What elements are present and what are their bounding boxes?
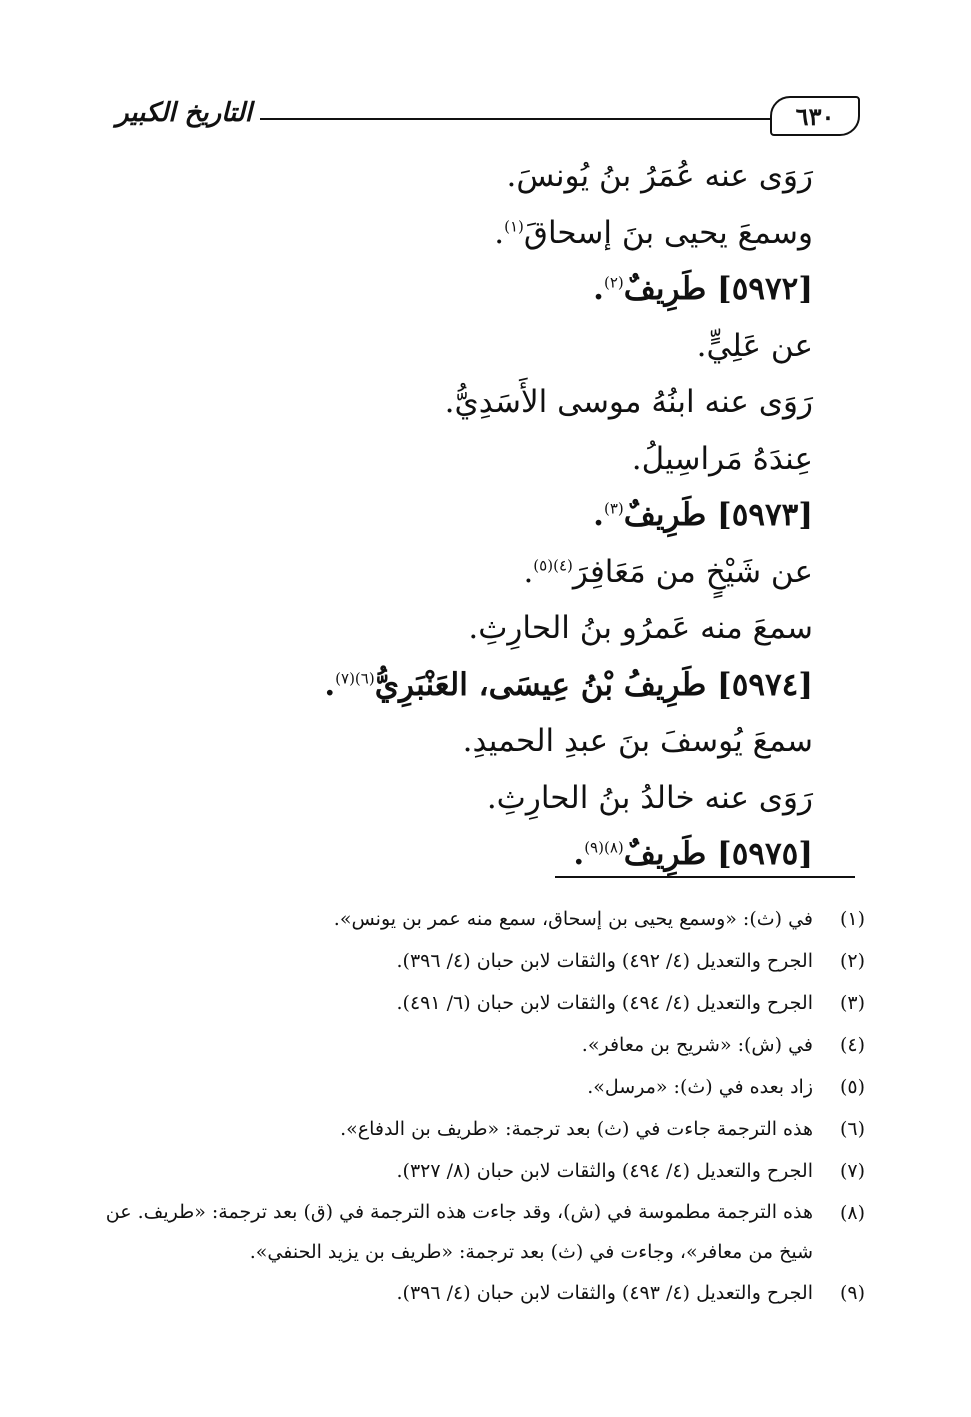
footnote-number: (٨) (839, 1202, 865, 1224)
footnote (105, 1108, 865, 1150)
text-line: عِندَهُ مَراسِيلُ. (631, 440, 813, 477)
main-text (253, 148, 813, 883)
page-header (110, 96, 860, 140)
footnote (105, 1272, 865, 1314)
footnote-number: (٤) (839, 1034, 865, 1056)
footnote-number: (٢) (839, 950, 865, 972)
footnote-text: الجرح والتعديل (٤/ ٤٩٣) والثقات لابن حبان (٤/ ٣٩٦). (396, 1282, 813, 1304)
footnote-text: زاد بعده في (ث): «مرسل». (587, 1076, 813, 1098)
footnote-number: (٣) (839, 992, 865, 1014)
footnote (105, 898, 865, 940)
entry-heading: [٥٩٧٤] طَرِيفُ بْنُ عِيسَى، العَنْبَرِيُّ$^{(٦)(٧)}$. (324, 666, 813, 703)
footnote-ref: (١) (504, 217, 524, 236)
text-line: رَوَى عنه ابنُهُ موسى الأَسَدِيُّ. (444, 384, 813, 420)
footnote-ref: (٤)(٥) (533, 556, 573, 575)
text-line: رَوَى عنه خالدُ بنُ الحارِثِ. (486, 779, 813, 816)
footnote-text: هذه الترجمة جاءت في (ث) بعد ترجمة: «طريف بن الدفاع». (340, 1118, 813, 1140)
text-line: وسمعَ يحيى بنَ إسحاقَ$^{(١)}$. (494, 214, 813, 251)
page-number: ٦٣٠ (770, 96, 860, 136)
text-line: سمعَ يُوسفَ بنَ عبدِ الحميدِ. (462, 723, 813, 759)
footnote-number: (٩) (839, 1282, 865, 1304)
footnote-text: الجرح والتعديل (٤/ ٤٩٢) والثقات لابن حبان (٤/ ٣٩٦). (396, 950, 813, 972)
footnote-text: الجرح والتعديل (٤/ ٤٩٤) والثقات لابن حبان (٦/ ٤٩١). (396, 992, 813, 1014)
footnote-ref: (٨)(٩) (584, 838, 624, 857)
footnote-ref: (٣) (603, 499, 624, 518)
footnote-number: (٦) (839, 1118, 865, 1140)
footnote-number: (١) (839, 908, 865, 930)
header-divider (260, 118, 770, 120)
footnote-ref: (٢) (603, 273, 624, 292)
entry-heading: [٥٩٧٣] طَرِيفٌ$^{(٣)}$. (593, 497, 813, 533)
footnote (105, 982, 865, 1024)
text-line: عن عَلِيٍّ. (696, 327, 813, 364)
footnote (105, 1024, 865, 1066)
footnote (105, 1066, 865, 1108)
footnote (105, 1150, 865, 1192)
footnote-number: (٧) (839, 1160, 865, 1182)
footnote-ref: (٦)(٧) (335, 669, 375, 688)
footnote (105, 940, 865, 982)
entry-heading: [٥٩٧٢] طَرِيفٌ$^{(٢)}$. (593, 271, 813, 307)
footnote-text: في (ش): «شريح بن معافر». (581, 1034, 813, 1056)
text-line: سمعَ منه عَمرُو بنُ الحارِثِ. (468, 610, 813, 646)
footnote-text: في (ث): «وسمع يحيى بن إسحاق، سمع منه عمر بن يونس». (333, 908, 813, 930)
text-line: عن شَيْخٍ من مَعَافِرَ$^{(٤)(٥)}$. (523, 553, 813, 590)
footnote-divider (555, 876, 855, 878)
footnote (105, 1192, 865, 1272)
entry-heading: [٥٩٧٥] طَرِيفٌ$^{(٨)(٩)}$. (573, 836, 813, 872)
text-line: رَوَى عنه عُمَرُ بنُ يُونسَ. (506, 158, 813, 194)
footnote-number: (٥) (839, 1076, 865, 1098)
footnotes (105, 898, 865, 1314)
footnote-text: هذه الترجمة مطموسة في (ش)، وقد جاءت هذه الترجمة في (ق) بعد ترجمة: «طريف. عن شيخ من معافر»، وجاءت في (ث) بعد ترجمة: «طريف بن يزيد الحنفي». (105, 1201, 813, 1263)
footnote-text: الجرح والتعديل (٤/ ٤٩٤) والثقات لابن حبان (٨/ ٣٢٧). (396, 1160, 813, 1182)
book-title: التاريخ الكبير (115, 98, 253, 128)
